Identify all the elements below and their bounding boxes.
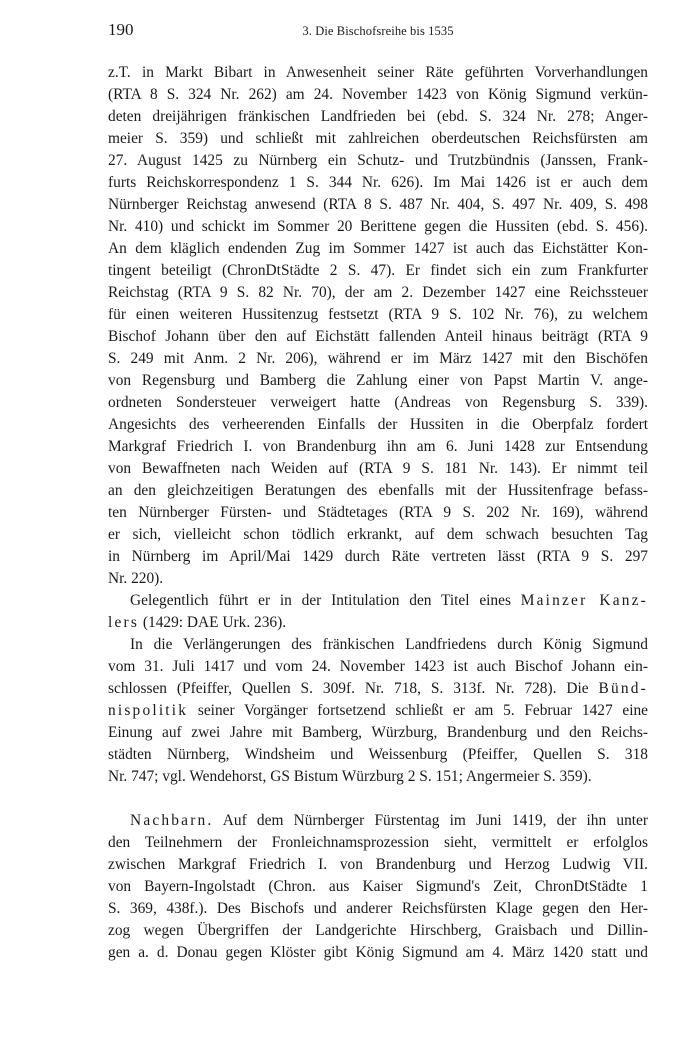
text-line: tingent beteiligt (ChronDtStädte 2 S. 47). Er findet sich ein zum Frankfurter — [108, 262, 648, 279]
text-line: 27. August 1425 zu Nürnberg ein Schutz- und Trutzbündnis (Janssen, Frank- — [108, 152, 648, 169]
text-line — [108, 678, 648, 700]
body-text — [108, 62, 648, 964]
paragraph-mainz-chancellor — [108, 590, 648, 634]
text-line: von Bewaffneten nach Weiden auf (RTA 9 S. 181 Nr. 143). Er nimmt teil — [108, 460, 648, 477]
text-line: an den gleichzeitigen Beratungen des ebenfalls mit der Hussitenfrage befass- — [108, 482, 648, 499]
text-line: Angesichts des verheerenden Einfalls der Hussiten in die Oberpfalz fordert — [108, 416, 648, 433]
section-heading: Nachbarn. — [130, 812, 214, 829]
page-number: 190 — [108, 20, 134, 39]
text-line: Nürnberger Reichstag anwesend (RTA 8 S. 487 Nr. 404, S. 497 Nr. 409, S. 498 — [108, 196, 648, 213]
text-line: den Teilnehmern der Fronleichnamsprozession sieht, vermittelt er erfolglos — [108, 834, 648, 851]
text-segment: seiner Vorgänger fortsetzend schließt er am 5. Februar 1427 eine — [188, 702, 648, 719]
text-line: Einung auf zwei Jahre mit Bamberg, Würzburg, Brandenburg und den Reichs- — [108, 724, 648, 741]
text-segment: (1429: DAE Urk. 236). — [139, 614, 287, 631]
text-line: Bischof Johann über den auf Eichstätt fallenden Anteil hinaus beiträgt (RTA 9 — [108, 328, 648, 345]
text-line: z.T. in Markt Bibart in Anwesenheit seiner Räte geführten Vorverhandlungen — [108, 64, 648, 81]
text-line: von Bayern-Ingolstadt (Chron. aus Kaiser Sigmund's Zeit, ChronDtStädte 1 — [108, 878, 648, 895]
spaced-term: Bünd- — [598, 680, 648, 697]
text-line: Nr. 220). — [108, 570, 164, 587]
text-line: ten Nürnberger Fürsten- und Städtetages (RTA 9 S. 202 Nr. 169), während — [108, 504, 648, 521]
text-line: Nr. 747; vgl. Wendehorst, GS Bistum Würzburg 2 S. 151; Angermeier S. 359). — [108, 768, 592, 785]
text-line: Markgraf Friedrich I. von Brandenburg ihn am 6. Juni 1428 zur Entsendung — [108, 438, 648, 455]
text-line: deten dreijährigen fränkischen Landfrieden bei (ebd. S. 324 Nr. 278; Anger- — [108, 108, 648, 125]
paragraph-alliance-policy — [108, 634, 648, 788]
text-line: städten Nürnberg, Windsheim und Weissenburg (Pfeiffer, Quellen S. 318 — [108, 746, 648, 763]
text-line — [108, 590, 648, 612]
text-line — [108, 612, 648, 634]
paragraph-neighbours — [108, 810, 648, 964]
text-segment: schlossen (Pfeiffer, Quellen S. 309f. Nr. 718, S. 313f. Nr. 728). Die — [108, 680, 599, 697]
text-line: zwischen Markgraf Friedrich I. von Brandenburg und Herzog Ludwig VII. — [108, 856, 648, 873]
text-line: furts Reichskorrespondenz 1 S. 344 Nr. 626). Im Mai 1426 ist er auch dem — [108, 174, 648, 191]
text-segment: Gelegentlich führt er in der Intitulation den Titel eines — [130, 592, 521, 609]
text-line: vom 31. Juli 1417 und vom 24. November 1423 ist auch Bischof Johann ein- — [108, 658, 648, 675]
text-line: Nr. 410) und schickt im Sommer 20 Berittene gegen die Hussiten (ebd. S. 456). — [108, 218, 648, 235]
text-line: S. 249 mit Anm. 2 Nr. 206), während er im März 1427 mit den Bischöfen — [108, 350, 648, 367]
text-line: S. 369, 438f.). Des Bischofs und anderer Reichsfürsten Klage gegen den Her- — [108, 900, 648, 917]
paragraph-hussite-wars — [108, 62, 648, 590]
text-line: in Nürnberg im April/Mai 1429 durch Räte vertreten lässt (RTA 9 S. 297 — [108, 548, 648, 565]
text-line: An dem kläglich endenden Zug im Sommer 1427 ist auch das Eichstätter Kon- — [108, 240, 648, 257]
page-header — [108, 20, 648, 44]
running-head: 3. Die Bischofsreihe bis 1535 — [302, 24, 454, 38]
text-line: für einen weiteren Hussitenzug festsetzt (RTA 9 S. 102 Nr. 76), zu welchem — [108, 306, 648, 323]
text-line — [108, 810, 648, 832]
text-line: meier S. 359) und schließt mit zahlreichen oberdeutschen Reichsfürsten am — [108, 130, 648, 147]
text-segment: Auf dem Nürnberger Fürstentag im Juni 1419, der ihn unter — [213, 812, 648, 829]
spaced-term: nispolitik — [108, 702, 189, 719]
spaced-term: Mainzer Kanz- — [520, 592, 648, 609]
text-line: Reichstag (RTA 9 S. 82 Nr. 70), der am 2. Dezember 1427 eine Reichssteuer — [108, 284, 648, 301]
text-line: gen a. d. Donau gegen Klöster gibt König Sigmund am 4. März 1420 statt und — [108, 944, 648, 961]
text-line — [108, 700, 648, 722]
text-line: von Regensburg und Bamberg die Zahlung einer von Papst Martin V. ange- — [108, 372, 648, 389]
text-line: (RTA 8 S. 324 Nr. 262) am 24. November 1423 von König Sigmund verkün- — [108, 86, 648, 103]
text-line: zog wegen Übergriffen der Landgerichte Hirschberg, Graisbach und Dillin- — [108, 922, 648, 939]
section-gap — [108, 788, 648, 810]
spaced-term: lers — [108, 614, 140, 631]
text-line: ordneten Sondersteuer verweigert hatte (Andreas von Regensburg S. 339). — [108, 394, 648, 411]
text-line: er sich, vielleicht schon tödlich erkrankt, auf dem schwach besuchten Tag — [108, 526, 648, 543]
text-line: In die Verlängerungen des fränkischen Landfriedens durch König Sigmund — [130, 636, 648, 653]
